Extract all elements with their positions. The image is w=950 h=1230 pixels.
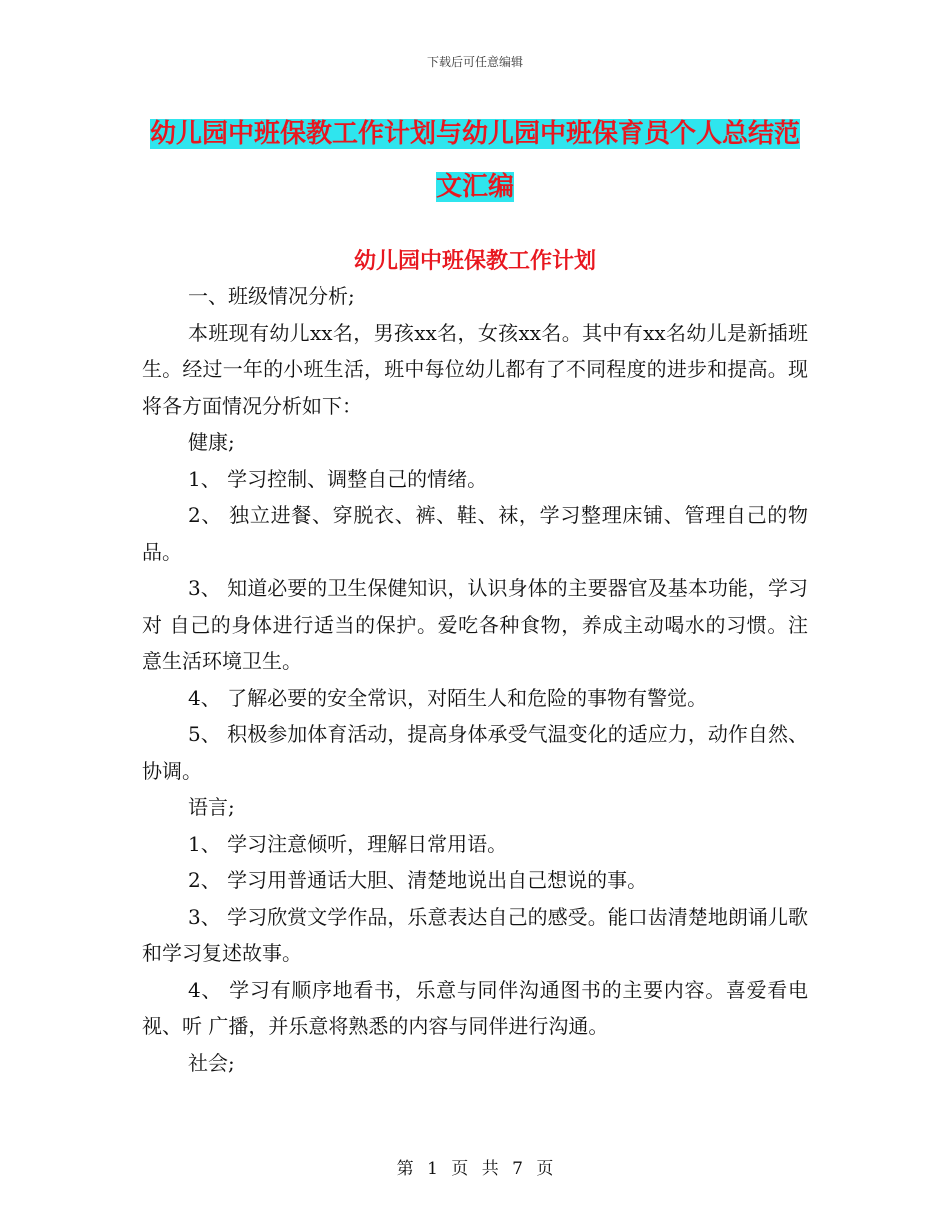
section-title: 幼儿园中班保教工作计划 — [353, 249, 596, 274]
paragraph: 2、 学习用普通话大胆、清楚地说出自己想说的事。 — [188, 868, 648, 892]
paragraph: 一、班级情况分析; — [188, 284, 355, 308]
document-body — [142, 278, 808, 1081]
paragraph: 4、 了解必要的安全常识，对陌生人和危险的事物有警觉。 — [188, 685, 708, 710]
document-title-text: 幼儿园中班保教工作计划与幼儿园中班保育员个人总结范文汇编 — [149, 119, 800, 202]
paragraph: 3、 知道必要的卫生保健知识，认识身体的主要器官及基本功能，学习对 自己的身体进行适当的保护。爱吃各种食物，养成主动喝水的习惯。注意生活环境卫生。 — [142, 576, 808, 673]
paragraph: 社会; — [188, 1050, 235, 1075]
paragraph: 1、 学习控制、调整自己的情绪。 — [188, 466, 488, 491]
paragraph: 5、 积极参加体育活动，提高身体承受气温变化的适应力，动作自然、协调。 — [142, 722, 808, 783]
paragraph: 4、 学习有顺序地看书，乐意与同伴沟通图书的主要内容。喜爱看电视、听 广播，并乐意将熟悉的内容与同伴进行沟通。 — [142, 977, 808, 1038]
document-title — [140, 108, 810, 214]
paragraph: 1、 学习注意倾听，理解日常用语。 — [188, 831, 508, 856]
paragraph: 2、 独立进餐、穿脱衣、裤、鞋、袜，学习整理床铺、管理自己的物品。 — [142, 503, 808, 564]
paragraph: 3、 学习欣赏文学作品，乐意表达自己的感受。能口齿清楚地朗诵儿歌和学习复述故事。 — [142, 904, 808, 965]
page-footer: 第 1 页 共 7 页 — [396, 1159, 554, 1179]
paragraph: 本班现有幼儿xx名，男孩xx名，女孩xx名。其中有xx名幼儿是新插班生。经过一年的小班生活，班中每位幼儿都有了不同程度的进步和提高。现将各方面情况分析如下： — [142, 320, 808, 418]
paragraph: 语言; — [188, 795, 235, 819]
paragraph: 健康; — [188, 430, 235, 454]
header-note: 下载后可任意编辑 — [426, 55, 523, 69]
